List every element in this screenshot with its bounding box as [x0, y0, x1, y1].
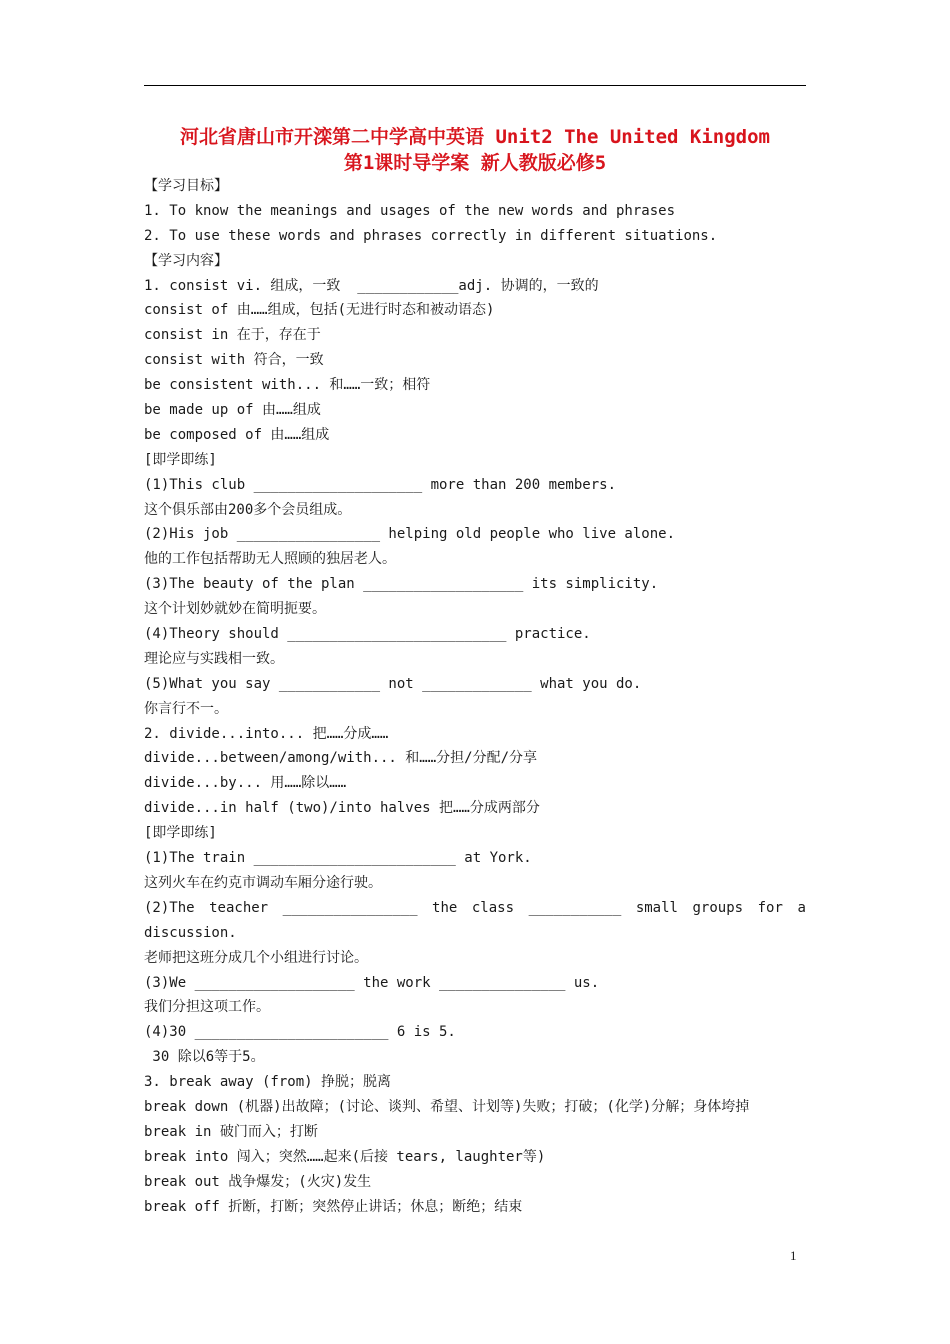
body-line: consist of 由……组成，包括(无进行时态和被动语态): [144, 302, 495, 319]
body-line: 这个俱乐部由200多个会员组成。: [144, 501, 352, 518]
body-line: (3)The beauty of the plan ___________________ its simplicity.: [144, 576, 659, 593]
body-line: break off 折断，打断；突然停止讲话；休息；断绝；结束: [144, 1198, 523, 1215]
document-body: [144, 174, 806, 1219]
body-line: (3)We ___________________ the work _______________ us.: [144, 974, 600, 991]
body-line: [即学即练]: [144, 825, 217, 842]
body-line: (2)His job _________________ helping old people who live alone.: [144, 526, 676, 543]
body-line: 1. To know the meanings and usages of the new words and phrases: [144, 202, 676, 219]
body-line: be composed of 由……组成: [144, 426, 330, 443]
exercise-line-justified: [144, 896, 806, 921]
body-line: be made up of 由……组成: [144, 402, 321, 419]
justified-word: groups: [692, 899, 744, 916]
body-line: break out 战争爆发；(火灾)发生: [144, 1173, 372, 1190]
body-line: consist with 符合，一致: [144, 352, 324, 369]
justified-word: class: [471, 899, 515, 916]
body-line: 他的工作包括帮助无人照顾的独居老人。: [144, 551, 396, 568]
body-line: divide...between/among/with... 和……分担/分配/分享: [144, 750, 538, 767]
body-line: break down (机器)出故障；(讨论、谈判、希望、计划等)失败；打破；(化学)分解；身体垮掉: [144, 1098, 750, 1115]
justified-word: small: [635, 899, 678, 916]
body-line: 你言行不一。: [144, 700, 228, 717]
body-line: 理论应与实践相一致。: [144, 650, 284, 667]
body-line: 【学习目标】: [144, 178, 228, 194]
body-line: 2. divide...into... 把……分成……: [144, 725, 389, 742]
body-line: 我们分担这项工作。: [144, 999, 270, 1016]
body-line: break in 破门而入；打断: [144, 1123, 318, 1140]
justified-word: ___________: [528, 899, 622, 916]
justified-word: ________________: [282, 899, 418, 916]
body-line: 这个计划妙就妙在简明扼要。: [144, 601, 326, 618]
body-line: 3. break away (from) 挣脱；脱离: [144, 1074, 392, 1091]
body-line: 这列火车在约克市调动车厢分途行驶。: [144, 874, 382, 891]
body-line: [即学即练]: [144, 451, 217, 468]
body-line: break into 闯入；突然……起来(后接 tears, laughter等): [144, 1148, 546, 1165]
body-line: 30 除以6等于5。: [144, 1049, 265, 1066]
body-line: (1)The train ________________________ at York.: [144, 850, 532, 867]
body-line: divide...by... 用……除以……: [144, 775, 347, 792]
body-line: 老师把这班分成几个小组进行讨论。: [144, 949, 368, 966]
body-line: (4)Theory should __________________________ practice.: [144, 626, 591, 643]
body-line: 2. To use these words and phrases correctly in different situations.: [144, 227, 718, 244]
body-line: 【学习内容】: [144, 252, 228, 269]
body-line: discussion.: [144, 924, 237, 941]
body-line: be consistent with... 和……一致；相符: [144, 377, 431, 394]
body-line: (1)This club ____________________ more than 200 members.: [144, 476, 617, 493]
justified-word: the: [432, 899, 458, 916]
document-title-line-2: 第1课时导学案 新人教版必修5: [343, 152, 607, 174]
body-line: divide...in half (two)/into halves 把……分成两部分: [144, 800, 540, 817]
body-line: 1. consist vi. 组成，一致 ____________adj. 协调的，一致的: [144, 277, 599, 294]
page-number: 1: [790, 1248, 797, 1263]
document-title-line-1: 河北省唐山市开滦第二中学高中英语 Unit2 The United Kingdom: [180, 126, 770, 148]
justified-word: teacher: [209, 899, 269, 916]
justified-word: (2)The: [144, 899, 195, 916]
body-line: (4)30 _______________________ 6 is 5.: [144, 1024, 456, 1041]
header-rule: [144, 85, 806, 86]
justified-word: for: [757, 899, 783, 916]
body-line: consist in 在于，存在于: [144, 327, 321, 344]
body-line: (5)What you say ____________ not _____________ what you do.: [144, 675, 642, 692]
justified-word: a: [797, 899, 806, 916]
